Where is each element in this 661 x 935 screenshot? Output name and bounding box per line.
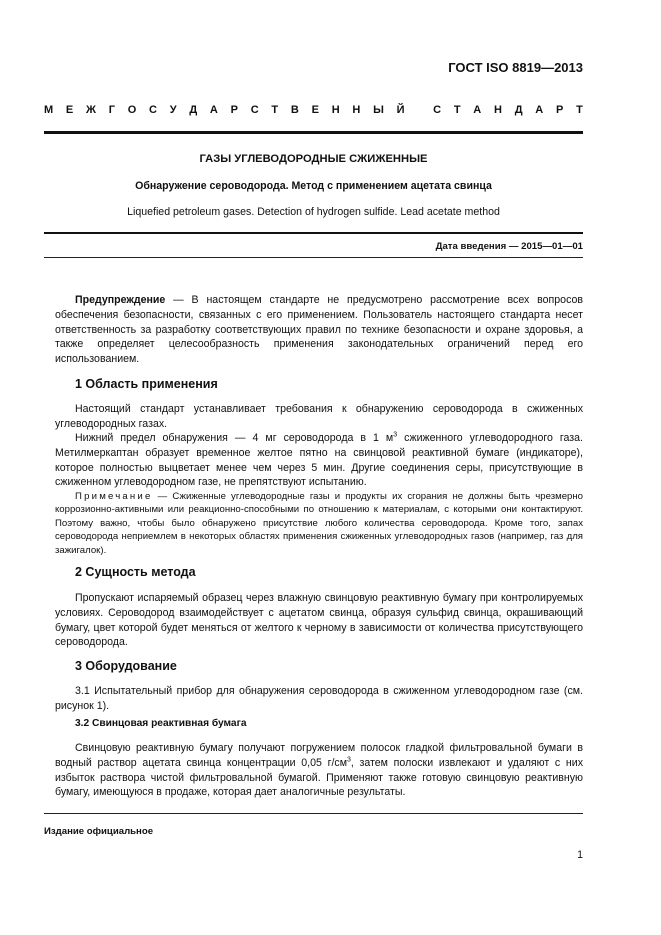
section-2-heading: 2 Сущность метода <box>75 565 196 579</box>
introduction-date: Дата введения — 2015—01—01 <box>435 241 583 252</box>
banner-letter: С <box>149 104 157 116</box>
banner-letter: Д <box>189 104 198 116</box>
banner-letter: Н <box>494 104 502 116</box>
document-number: ГОСТ ISO 8819—2013 <box>448 60 583 75</box>
section-3-2-heading: 3.2 Свинцовая реактивная бумага <box>75 718 247 729</box>
section-3-heading: 3 Оборудование <box>75 659 177 673</box>
banner-letter: Г <box>108 104 115 116</box>
note-label: Примечание <box>75 491 153 502</box>
banner-letter: А <box>473 104 482 116</box>
note-text: — Сжиженные углеводородные газы и продукты их сгорания не должны быть чрезмерно коррозионно-активными или реакционно-способными по отношению к материалам, с которыми они контактируют. Поэтому важно, чтобы было обнаружено присутствие любого количества сероводорода. Кроме того, запах сероводорода неприемлем в некоторых областях применения сжиженных углеводородных газов (например, газ для зажигалок). <box>55 491 583 556</box>
section-1-note <box>55 490 583 557</box>
banner-letter: Й <box>396 104 405 116</box>
banner-letter: Р <box>556 104 564 116</box>
warning-label: Предупреждение <box>75 294 166 306</box>
page-number: 1 <box>577 849 583 861</box>
banner-letter: Т <box>453 104 461 116</box>
banner-letter: Ы <box>373 104 384 116</box>
warning-text: — В настоящем стандарте не предусмотрено рассмотрение всех вопросов обеспечения безопасности, связанных с его применением. Пользователь настоящего стандарта несет ответственность за разработку соответствующих правил по технике безопасности и охране здоровья, а также определяет целесообразность применения законодательных ограничений перед его использованием. <box>55 294 583 366</box>
interstate-standard-banner <box>44 104 583 116</box>
official-edition-label: Издание официальное <box>44 826 154 837</box>
date-rule <box>44 257 583 258</box>
standard-title: ГАЗЫ УГЛЕВОДОРОДНЫЕ СЖИЖЕННЫЕ <box>199 153 428 165</box>
header-rule <box>44 131 583 134</box>
section-1-heading: 1 Область применения <box>75 377 218 391</box>
banner-letter: Р <box>230 104 238 116</box>
banner-letter: О <box>127 104 137 116</box>
section-2-paragraph: Пропускают испаряемый образец через влажную свинцовую реактивную бумагу при контролируемых условиях. Сероводород взаимодействует с ацетатом свинца, образуя сульфид свинца, окрашивающий бумагу, цвет которой будет меняться от желтого к черному в зависимости от количества присутствующего сероводорода. <box>55 592 583 649</box>
section-1-paragraph-1: Настоящий стандарт устанавливает требования к обнаружению сероводорода в сжиженных углеводородных газах. <box>55 403 583 430</box>
footer-rule <box>44 813 583 814</box>
standard-subtitle: Обнаружение сероводорода. Метод с применением ацетата свинца <box>135 180 492 192</box>
section-3-1-paragraph: 3.1 Испытательный прибор для обнаружения сероводорода в сжиженном углеводородном газе (см. рисунок 1). <box>55 685 583 712</box>
banner-word-gap <box>417 104 420 116</box>
banner-letter: Е <box>65 104 74 116</box>
banner-letter: Ж <box>86 104 96 116</box>
section-1-paragraph-2: Нижний предел обнаружения — 4 мг сероводорода в 1 $м^3$ сжиженного углеводородного газа. Метилмеркаптан образует временное желтое пятно на свинцовой реактивной бумаге (индикаторе), которое полностью выцветает менее чем через 5 мин. Другие соединения серы, присутствующие в сжиженном углеводородном газе, не препятствуют испытанию. <box>55 431 583 489</box>
banner-letter: Т <box>271 104 279 116</box>
banner-letter: С <box>250 104 259 116</box>
banner-letter: А <box>535 104 544 116</box>
banner-letter: В <box>290 104 299 116</box>
banner-letter: Н <box>352 104 361 116</box>
banner-letter: М <box>44 104 54 116</box>
standard-english-title: Liquefied petroleum gases. Detection of hydrogen sulfide. Lead acetate method <box>127 206 500 218</box>
banner-letter: Е <box>311 104 319 116</box>
banner-letter: Д <box>514 104 523 116</box>
banner-letter: С <box>433 104 442 116</box>
banner-letter: У <box>169 104 177 116</box>
banner-letter: А <box>209 104 218 116</box>
banner-letter: Н <box>331 104 340 116</box>
title-rule <box>44 232 583 234</box>
banner-letter: Т <box>576 104 583 116</box>
section-3-2-paragraph: Свинцовую реактивную бумагу получают погружением полосок гладкой фильтровальной бумаги в водный раствор ацетата свинца концентрации 0,05 $г/см^3$, затем полоски извлекают и удаляют с них избыток раствора чистой фильтровальной бумагой. Применяют также готовую свинцовую реактивную бумагу, имеющуюся в продаже, которая дает аналогичные результаты. <box>55 742 583 799</box>
warning-paragraph <box>55 293 583 367</box>
